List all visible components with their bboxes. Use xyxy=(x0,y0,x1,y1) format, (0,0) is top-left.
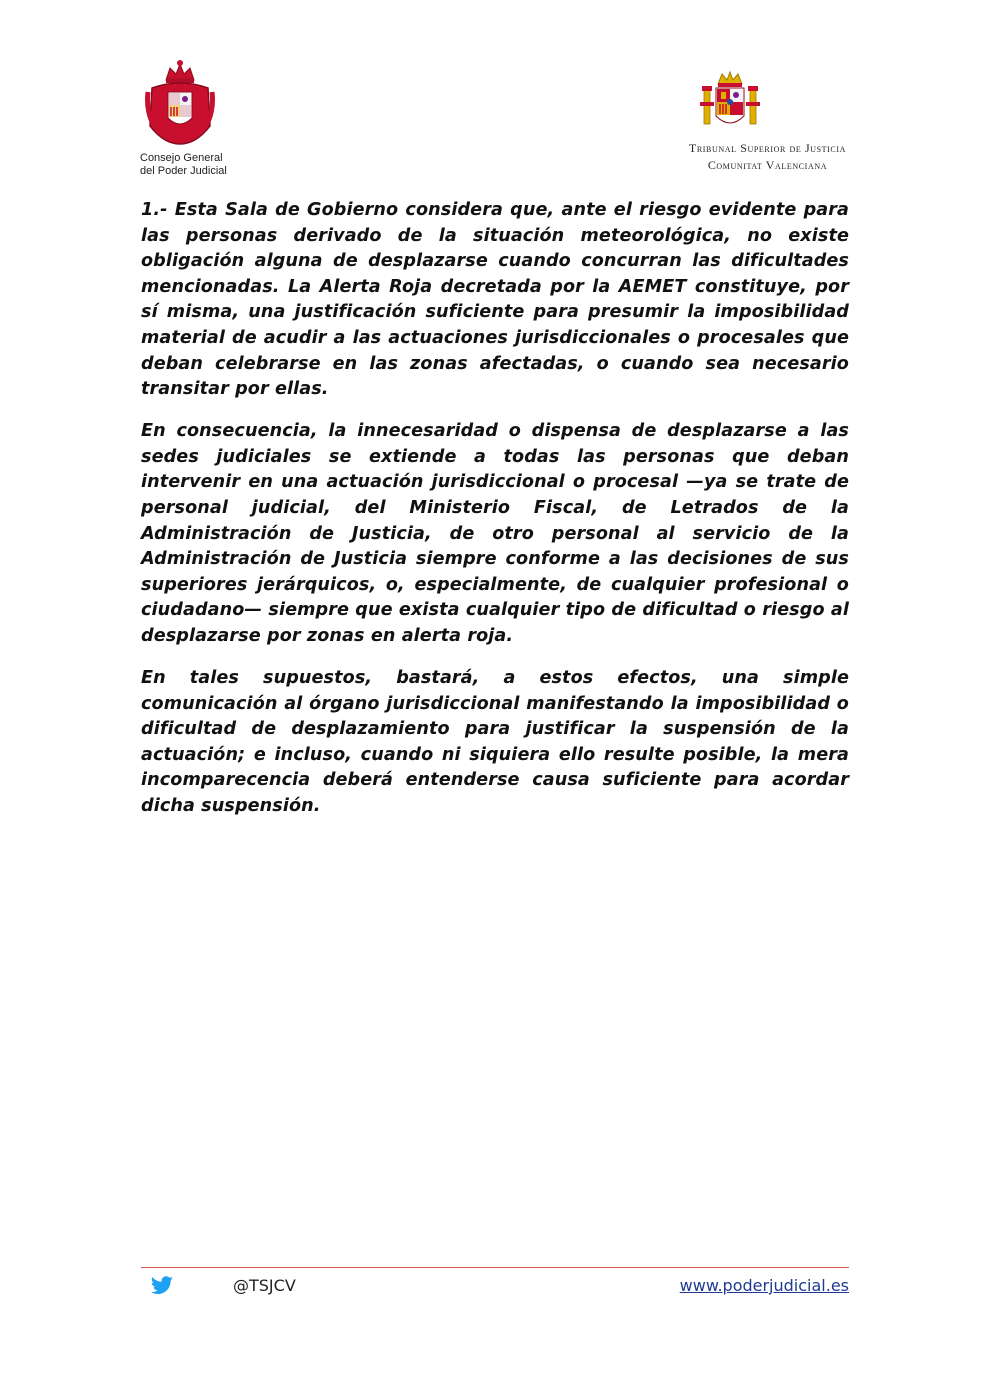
paragraph-3: En tales supuestos, bastará, a estos efectos, una simple comunicación al órgano jurisdiccional manifestando la imposibilidad o dificultad de desplazamiento para justificar la suspensión de la actuación; e incluso, cuando ni siquiera ello resulte posible, la mera incomparecencia deberá entenderse causa suficiente para acordar dicha suspensión. xyxy=(141,668,849,817)
tsj-line-2: Comunitat Valenciana xyxy=(707,158,828,172)
cgpj-crest-icon xyxy=(144,58,216,146)
twitter-handle[interactable]: @TSJCV xyxy=(233,1276,296,1295)
footer-divider xyxy=(141,1267,849,1268)
cgpj-logo xyxy=(140,58,240,178)
twitter-bird-icon[interactable] xyxy=(150,1276,174,1296)
website-link[interactable]: www.poderjudicial.es xyxy=(679,1276,849,1295)
document-body xyxy=(141,198,849,836)
cgpj-caption: Consejo General del Poder Judicial xyxy=(140,152,227,177)
tsj-line-1: Tribunal Superior de Justicia xyxy=(688,141,846,155)
paragraph-1: 1.- Esta Sala de Gobierno considera que, ante el riesgo evidente para las personas derivado de la situación meteorológica, no existe obligación alguna de desplazarse cuando concurran las dificultades mencionadas. La Alerta Roja decretada por la AEMET constituye, por sí misma, una justificación suficiente para presumir la imposibilidad material de acudir a las actuaciones jurisdiccionales o procesales que deban celebrarse en las zonas afectadas, o cuando sea necesario transitar por ellas. xyxy=(141,200,849,400)
tsj-caption xyxy=(689,140,846,174)
spain-coat-of-arms-icon xyxy=(700,70,760,132)
tsj-logo xyxy=(700,70,790,136)
paragraph-2: En consecuencia, la innecesaridad o dispensa de desplazarse a las sedes judiciales se extiende a todas las personas que deban intervenir en una actuación jurisdiccional o procesal —ya se trate de personal judicial, del Ministerio Fiscal, de Letrados de la Administración de Justicia, de otro personal al servicio de la Administración de Justicia siempre conforme a las decisiones de sus superiores jerárquicos, o, especialmente, de cualquier profesional o ciudadano— siempre que exista cualquier tipo de dificultad o riesgo al desplazarse por zonas en alerta roja. xyxy=(141,421,849,646)
